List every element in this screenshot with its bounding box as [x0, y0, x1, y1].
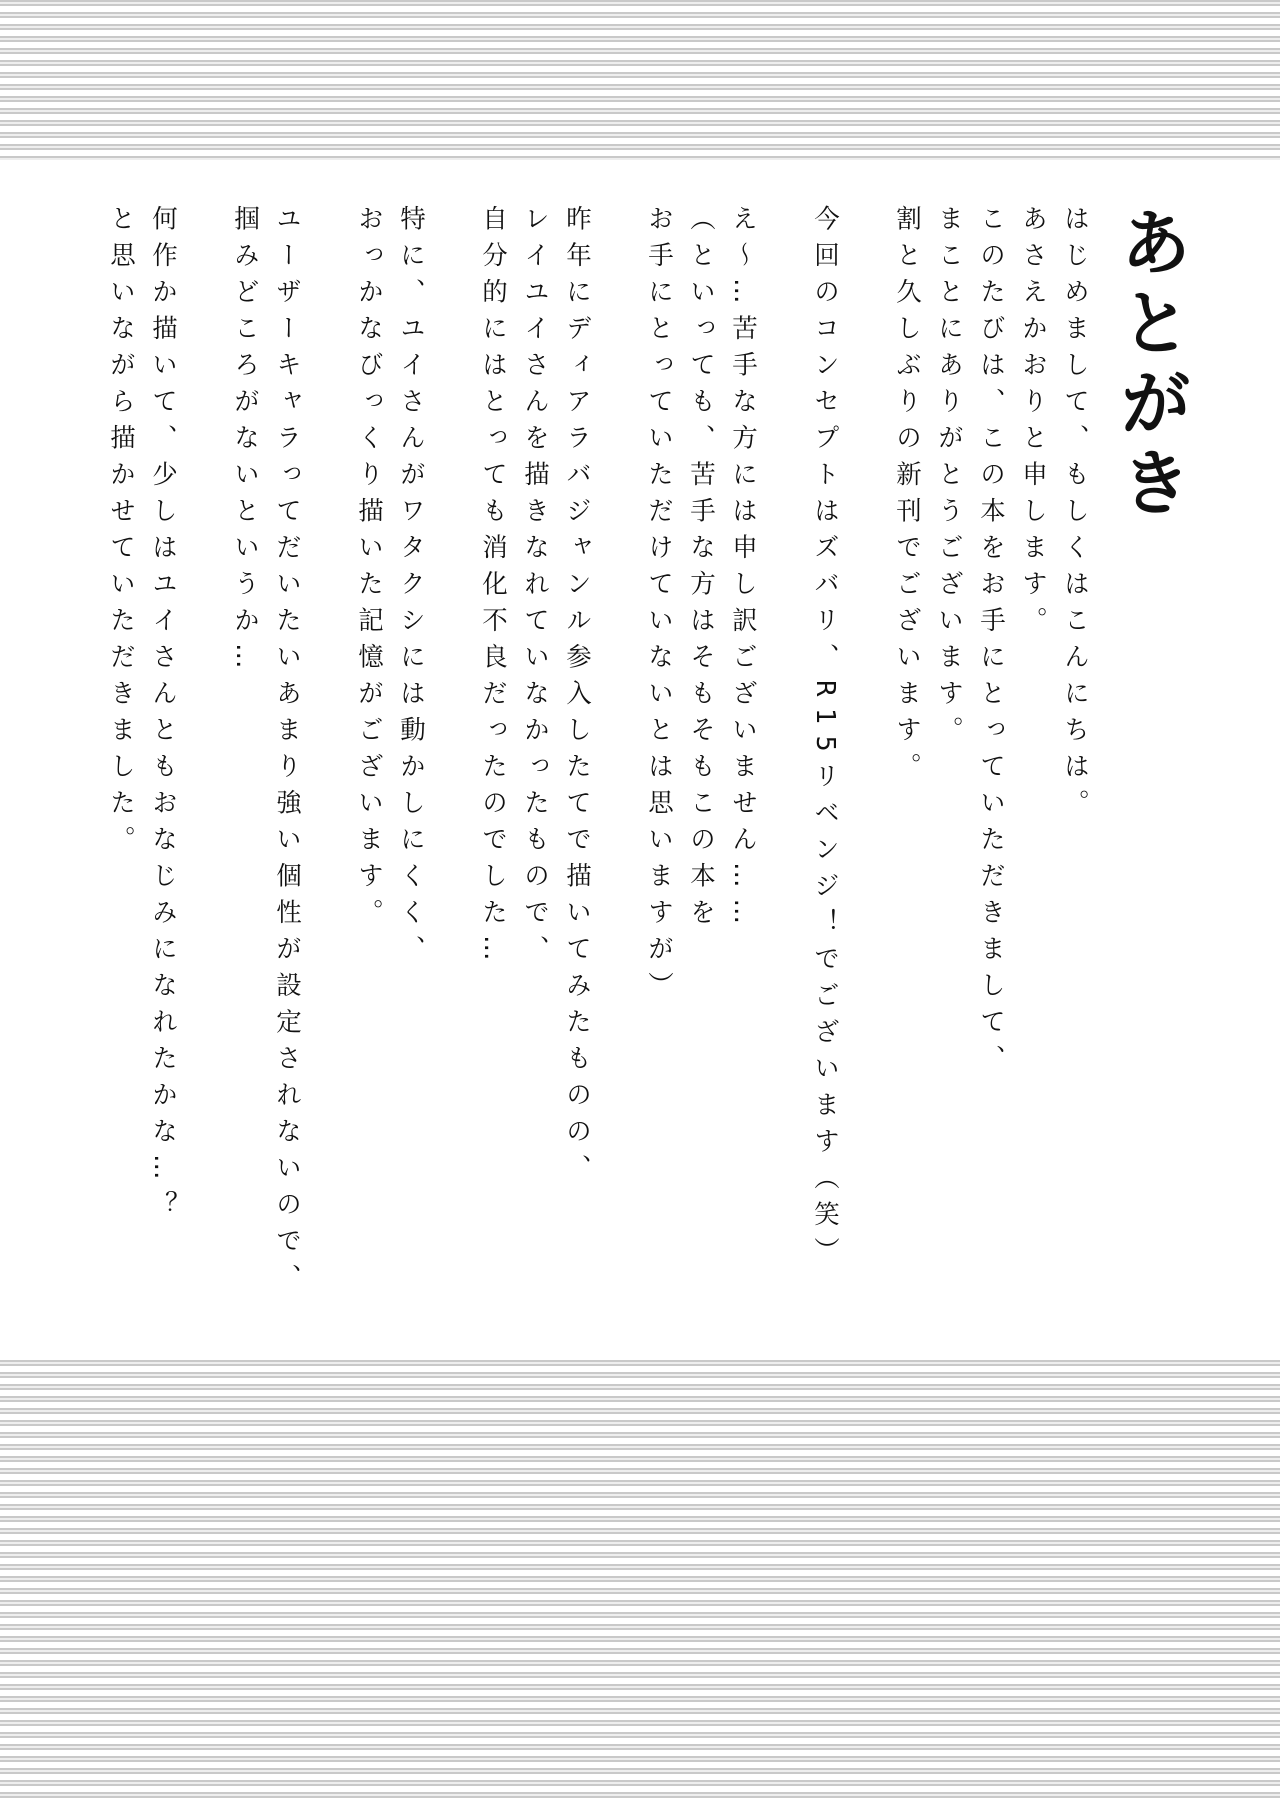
halftone-stripe-top — [0, 0, 1280, 160]
text-line: 何作か描いて、少しはユイさんともおなじみになれたかな…？ — [148, 205, 178, 1227]
paragraph-concept — [804, 205, 846, 1325]
text-line: このたびは、この本をお手にとっていただきまして、 — [976, 205, 1006, 1081]
paragraph-apology — [638, 205, 764, 1325]
text-line: え〜…苦手な方には申し訳ございません…… — [728, 205, 758, 935]
text-line: と思いながら描かせていただきました。 — [106, 205, 136, 862]
text-line: 割と久しぶりの新刊でございます。 — [892, 205, 922, 789]
text-line: 昨年にディアラバジャンル参入したてで描いてみたものの、 — [562, 205, 592, 1191]
paragraph-gap — [764, 205, 804, 1325]
paragraph-greeting — [886, 205, 1096, 1325]
text-line: 自分的にはとっても消化不良だったのでした… — [478, 205, 508, 972]
text-line: あさえかおりと申します。 — [1018, 205, 1048, 643]
paragraph-gap — [598, 205, 638, 1325]
paragraph-gap — [184, 205, 224, 1325]
text-line: レイユイさんを描きなれていなかったもので、 — [520, 205, 550, 972]
paragraph-closing — [100, 205, 184, 1325]
text-line: お手にとっていただけていないとは思いますが） — [644, 205, 674, 1008]
paragraph-gap — [308, 205, 348, 1325]
text-line: おっかなびっくり描いた記憶がございます。 — [354, 205, 384, 935]
text-line: （といっても、苦手な方はそもそもこの本を — [686, 205, 716, 935]
paragraph-gap — [432, 205, 472, 1325]
paragraph-user-character — [224, 205, 308, 1325]
afterword-text-block — [100, 205, 1200, 1325]
paragraph-yui — [348, 205, 432, 1325]
text-line: はじめまして、もしくはこんにちは。 — [1060, 205, 1090, 826]
text-line: まことにありがとうございます。 — [934, 205, 964, 753]
page-title: あとがき — [1108, 205, 1192, 525]
text-line: 特に、ユイさんがワタクシには動かしにくく、 — [396, 205, 426, 972]
halftone-stripe-bottom — [0, 1360, 1280, 1804]
paragraph-gap — [846, 205, 886, 1325]
text-line: ユーザーキャラってだいたいあまり強い個性が設定されないので、 — [272, 205, 302, 1300]
text-line: 掴みどころがないというか… — [230, 205, 260, 680]
text-line: 今回のコンセプトはズバリ、R15リベンジ！でございます（笑） — [810, 205, 840, 1274]
paragraph-last-year — [472, 205, 598, 1325]
